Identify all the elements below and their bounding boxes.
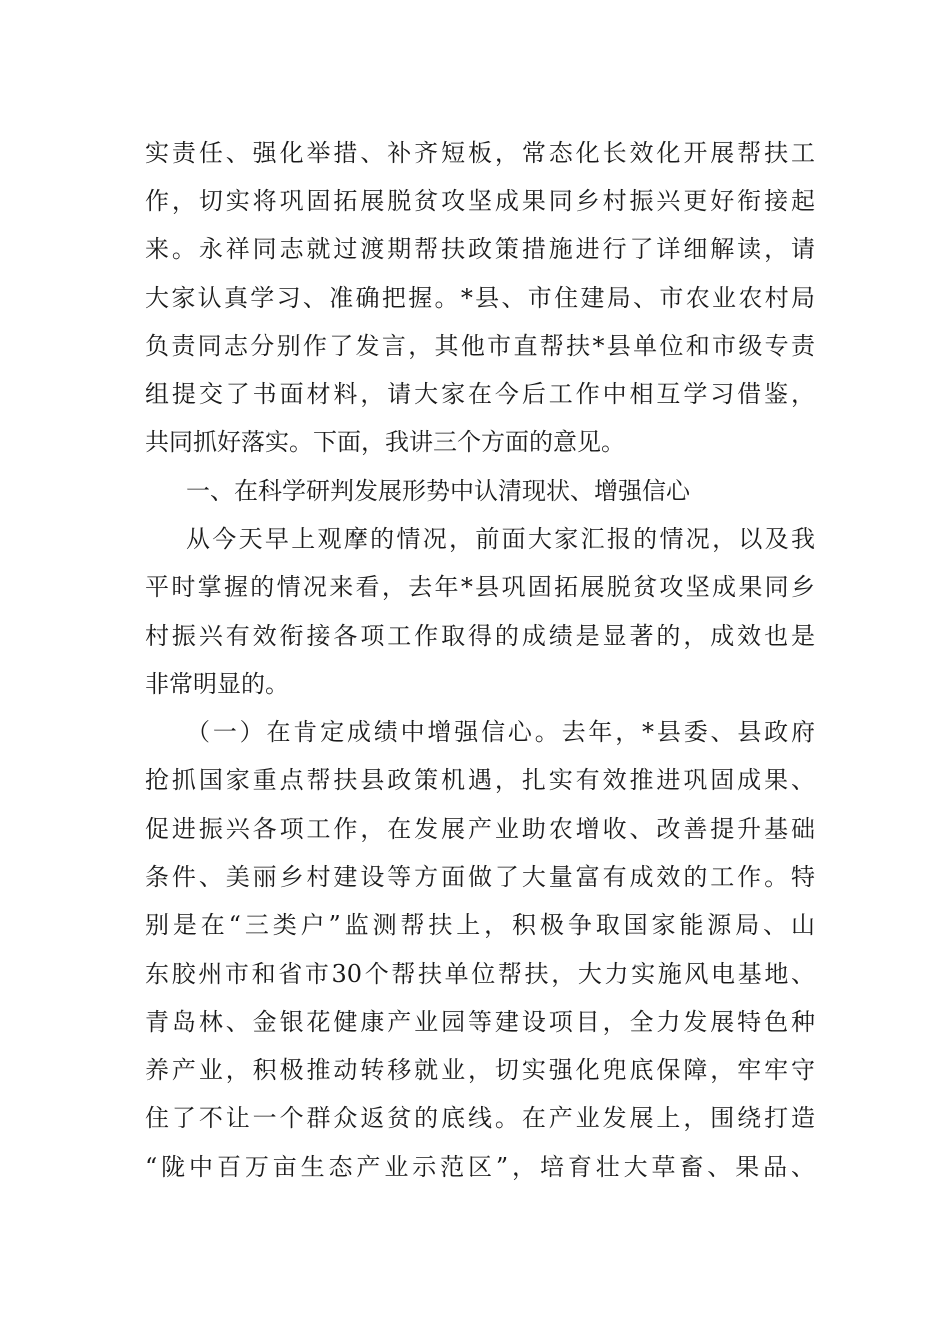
text-line: 大家认真学习、准确把握。*县、市住建局、市农业农村局 bbox=[145, 284, 815, 312]
section-heading: 一、在科学研判发展形势中认清现状、增强信心 bbox=[186, 477, 690, 505]
text-line: 养产业，积极推动转移就业，切实强化兜底保障，牢牢守 bbox=[145, 1056, 815, 1084]
text-line: 作，切实将巩固拓展脱贫攻坚成果同乡村振兴更好衔接起 bbox=[145, 187, 815, 215]
text-line: 条件、美丽乡村建设等方面做了大量富有成效的工作。特 bbox=[145, 863, 815, 891]
text-line: 别是在“三类户”监测帮扶上，积极争取国家能源局、山 bbox=[145, 911, 815, 939]
text-line: 抢抓国家重点帮扶县政策机遇，扎实有效推进巩固成果、 bbox=[145, 766, 815, 794]
text-line: “陇中百万亩生态产业示范区”，培育壮大草畜、果品、 bbox=[145, 1153, 815, 1181]
text-line: 非常明显的。 bbox=[145, 670, 289, 698]
subsection-line: （一）在肯定成绩中增强信心。去年，*县委、县政府 bbox=[186, 718, 815, 746]
text-line: 东胶州市和省市30个帮扶单位帮扶，大力实施风电基地、 bbox=[145, 960, 815, 988]
text-line: 青岛林、金银花健康产业园等建设项目，全力发展特色种 bbox=[145, 1008, 815, 1036]
text-line: 村振兴有效衔接各项工作取得的成绩是显著的，成效也是 bbox=[145, 622, 815, 650]
text-line: 组提交了书面材料，请大家在今后工作中相互学习借鉴， bbox=[145, 380, 815, 408]
text-line: 住了不让一个群众返贫的底线。在产业发展上，围绕打造 bbox=[145, 1104, 815, 1132]
text-line: 负责同志分别作了发言，其他市直帮扶*县单位和市级专责 bbox=[145, 332, 815, 360]
text-line: 共同抓好落实。下面，我讲三个方面的意见。 bbox=[145, 428, 625, 456]
text-line: 从今天早上观摩的情况，前面大家汇报的情况，以及我 bbox=[186, 525, 815, 553]
text-line: 平时掌握的情况来看，去年*县巩固拓展脱贫攻坚成果同乡 bbox=[145, 573, 815, 601]
text-line: 促进振兴各项工作，在发展产业助农增收、改善提升基础 bbox=[145, 815, 815, 843]
text-line: 来。永祥同志就过渡期帮扶政策措施进行了详细解读，请 bbox=[145, 235, 815, 263]
text-line: 实责任、强化举措、补齐短板，常态化长效化开展帮扶工 bbox=[145, 139, 815, 167]
